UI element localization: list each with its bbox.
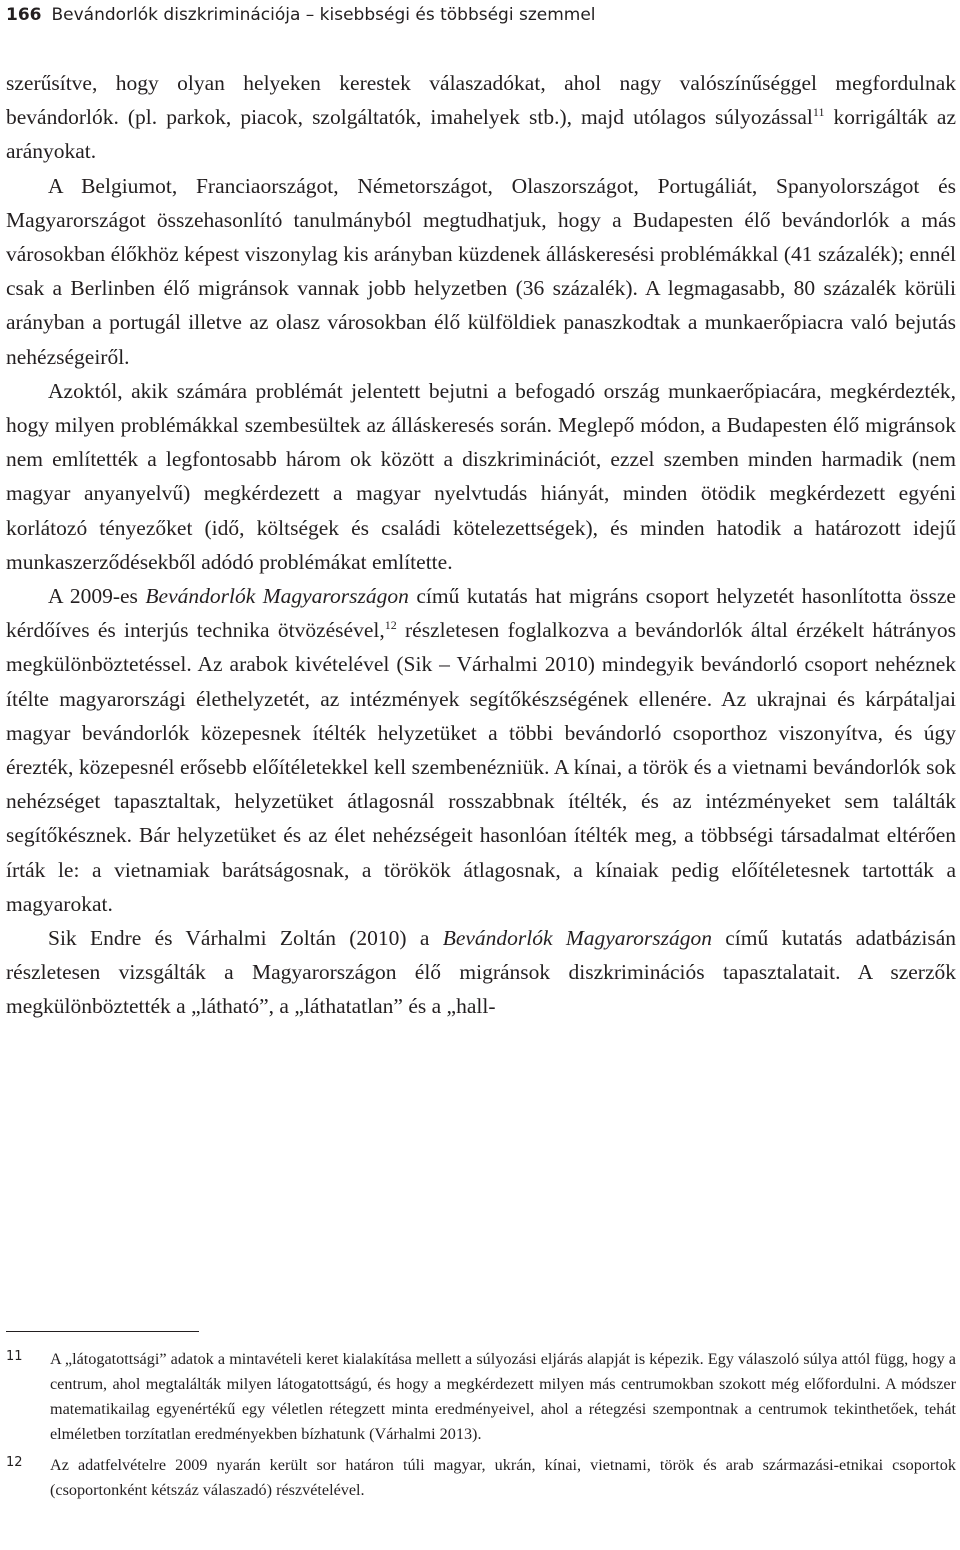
footnote-text: A „látogatottsági” adatok a mintavételi keret kialakítása mellett a súlyozási eljárás alapját is képezik. Egy válaszoló súlya attól függ, hogy a centrum, ahol megtalálták milyen látogatottságú, és hogy a megkérdezett milyen más centrumokban szokott még előfordulni. A módszer matematikailag egyenértékű egy véletlen rétegzett minta eredményeivel, ahol a rétegzési szempontnak a centrumok tekinthetőek, tehát elméletben torzítatlan eredményekben bízhatunk (Várhalmi 2013). (50, 1350, 956, 1443)
paragraph-4-text-c: részletesen foglalkozva a bevándorlók által érzékelt hátrányos megkülönböztetéssel. Az arabok kivételével (Sik – Várhalmi 2010) mindegyik bevándorló csoport nehéznek ítélte magyarországi élethelyzetét, az intézmények segítőkészségének ellenére. Az ukrajnai és kárpátaljai magyar bevándorlók közepesnek ítélték helyzetüket a többi bevándorló csoporthoz viszonyítva, és úgy érezték, közepesnél erősebb előítéletekkel kell szembenézniük. A kínai, a török és a vietnami bevándorlók sok nehézséget tapasztaltak, helyzetüket átlagosnál rosszabbnak ítélték, és az intézményeket sem találták segítőkésznek. Bár helyzetüket és az élet nehézségeit hasonlóan ítélték meg, a többségi társadalmat eltérően írták le: a vietnamiak barátságosnak, a törökök átlagosnak, a kínaiak pedig előítéletesnek tartották a magyarokat. (6, 618, 957, 916)
paragraph-4 (6, 579, 956, 921)
footnote-12 (6, 1453, 956, 1503)
paragraph-3: Azoktól, akik számára problémát jelentett bejutni a befogadó ország munkaerőpiacára, megkérdezték, hogy milyen problémákkal szembesültek az álláskeresés során. Meglepő módon, a Budapesten élő migránsok nem említették a legfontosabb három ok között a diszkriminációt, ezzel szemben minden harmadik (nem magyar anyanyelvű) megkérdezett a magyar nyelvtudás hiányát, minden ötödik megkérdezett egyéni korlátozó tényezőket (idő, költségek és családi kötelezettségek), és minden hatodik a határozott idejű munkaszerződésekből adódó problémákat említette. (6, 378, 956, 574)
footnote-text: Az adatfelvételre 2009 nyarán került sor határon túli magyar, ukrán, kínai, vietnami, török és arab származási-etnikai csoportok (csoportonként kétszáz válaszadó) részvételével. (50, 1456, 956, 1499)
study-title: Bevándorlók Magyarországon (145, 584, 409, 609)
running-header (6, 2, 596, 28)
footnote-number: 12 (6, 1455, 23, 1470)
footnote-ref-11[interactable]: 11 (812, 105, 825, 120)
paragraph-1-text-a: szerűsítve, hogy olyan helyeken kerestek válaszadókat, ahol nagy valószínűséggel megfordulnak bevándorlók. (pl. parkok, piacok, szolgáltatók, imahelyek stb.), majd utólagos súlyozással (6, 71, 956, 130)
footnote-ref-12[interactable]: 12 (384, 618, 397, 633)
paragraph-5 (6, 921, 956, 1024)
footnote-divider (6, 1331, 199, 1332)
paragraph-2: A Belgiumot, Franciaországot, Németországot, Olaszországot, Portugáliát, Spanyolországot és Magyarországot összehasonlító tanulmányból megtudhatjuk, hogy a Budapesten élő bevándorlók a más városokban élőkhöz képest viszonylag kis arányban küzdenek álláskeresési problémákkal (41 százalék); ennél csak a Berlinben élő migránsok vannak jobb helyzetben (36 százalék). A legmagasabb, 80 százalék körüli arányban a portugál illetve az olasz városokban élő külföldiek panaszkodtak a munkaerőpiacra való bejutás nehézségeiről. (6, 173, 956, 369)
paragraph-5-text-a: Sik Endre és Várhalmi Zoltán (2010) a (48, 926, 443, 951)
footnote-number: 11 (6, 1349, 23, 1364)
paragraph-1 (6, 66, 956, 169)
footnotes (6, 1347, 956, 1509)
paragraph-5-text-b: című kutatás adatbázisán részletesen vizsgálták a Magyarországon élő migránsok diszkriminációs tapasztalatait. A szerzők megkülönböztették a „látható”, a „láthatatlan” és a „hall- (6, 926, 956, 1019)
page-number: 166 (6, 5, 42, 25)
paragraph-1-text-b: korrigálták az arányokat. (6, 105, 956, 164)
paragraph-4-text-b: című kutatás hat migráns csoport helyzetét hasonlította össze kérdőíves és interjús technika ötvözésével, (6, 584, 956, 643)
footnote-11 (6, 1347, 956, 1447)
running-title: Bevándorlók diszkriminációja – kisebbségi és többségi szemmel (51, 5, 596, 25)
study-title: Bevándorlók Magyarországon (442, 926, 712, 951)
paragraph-4-text-a: A 2009-es (48, 584, 146, 609)
body-text (6, 66, 956, 1024)
